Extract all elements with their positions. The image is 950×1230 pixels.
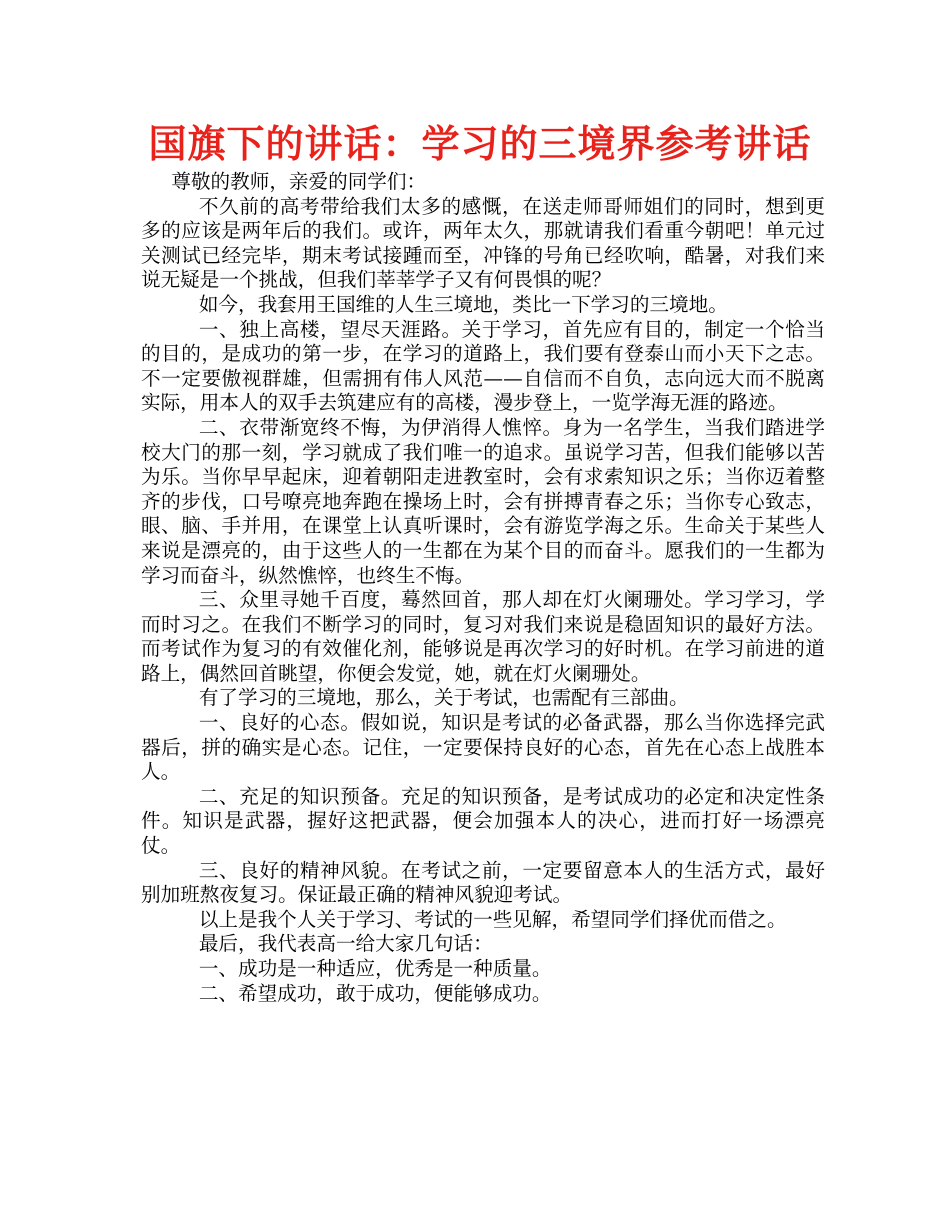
document-title: 国旗下的讲话：学习的三境界参考讲话 — [148, 122, 812, 166]
exam-steps-intro-paragraph: 有了学习的三境地，那么，关于考试，也需配有三部曲。 — [198, 686, 689, 710]
exam-step-three-paragraph: 三、良好的精神风貌。在考试之前，一定要留意本人的生活方式，最好别加班熬夜复习。保证最正确的精神风貌迎考试。 — [141, 858, 825, 907]
closing-point-one-paragraph: 一、成功是一种适应，优秀是一种质量。 — [198, 957, 552, 980]
closing-intro-paragraph: 最后，我代表高一给大家几句话： — [198, 932, 493, 956]
document-body — [141, 170, 825, 1006]
realm-one-paragraph: 一、独上高楼，望尽天涯路。关于学习，首先应有目的，制定一个恰当的目的，是成功的第一步，在学习的道路上，我们要有登泰山而小天下之志。不一定要傲视群雄，但需拥有伟人风范——自信而不自负，志向远大而不脱离实际，用本人的双手去筑建应有的高楼，漫步登上，一览学海无涯的路迹。 — [141, 317, 825, 415]
intro-paragraph: 不久前的高考带给我们太多的感慨，在送走师哥师姐们的同时，想到更多的应该是两年后的我们。或许，两年太久，那就请我们看重今朝吧！单元过关测试已经完毕，期末考试接踵而至，冲锋的号角已经吹响，酷暑，对我们来说无疑是一个挑战，但我们莘莘学子又有何畏惧的呢？ — [141, 194, 825, 292]
salutation-paragraph: 尊敬的教师，亲爱的同学们： — [171, 170, 427, 193]
document-page — [141, 118, 825, 1006]
exam-step-one-paragraph: 一、良好的心态。假如说，知识是考试的必备武器，那么当你选择完武器后，拼的确实是心态。记住，一定要保持良好的心态，首先在心态上战胜本人。 — [141, 711, 825, 784]
three-realms-intro-paragraph: 如今，我套用王国维的人生三境地，类比一下学习的三境地。 — [198, 292, 728, 316]
realm-three-paragraph: 三、众里寻她千百度，蓦然回首，那人却在灯火阑珊处。学习学习，学而时习之。在我们不断学习的同时，复习对我们来说是稳固知识的最好方法。而考试作为复习的有效催化剂，能够说是再次学习的好时机。在学习前进的道路上，偶然回首眺望，你便会发觉，她，就在灯火阑珊处。 — [141, 588, 825, 685]
summary-paragraph: 以上是我个人关于学习、考试的一些见解，希望同学们择优而借之。 — [198, 907, 787, 931]
realm-two-paragraph: 二、衣带渐宽终不悔，为伊消得人憔悴。身为一名学生，当我们踏进学校大门的那一刻，学习就成了我们唯一的追求。虽说学习苦，但我们能够以苦为乐。当你早早起床，迎着朝阳走进教室时，会有求索知识之乐；当你迈着整齐的步伐，口号嘹亮地奔跑在操场上时，会有拼搏青春之乐；当你专心致志，眼、脑、手并用，在课堂上认真听课时，会有游览学海之乐。生命关于某些人来说是漂亮的，由于这些人的一生都在为某个目的而奋斗。愿我们的一生都为学习而奋斗，纵然憔悴，也终生不悔。 — [141, 415, 825, 587]
exam-step-two-paragraph: 二、充足的知识预备。充足的知识预备，是考试成功的必定和决定性条件。知识是武器，握好这把武器，便会加强本人的决心，进而打好一场漂亮仗。 — [141, 784, 825, 858]
closing-point-two-paragraph: 二、希望成功，敢于成功，便能够成功。 — [198, 981, 552, 1005]
